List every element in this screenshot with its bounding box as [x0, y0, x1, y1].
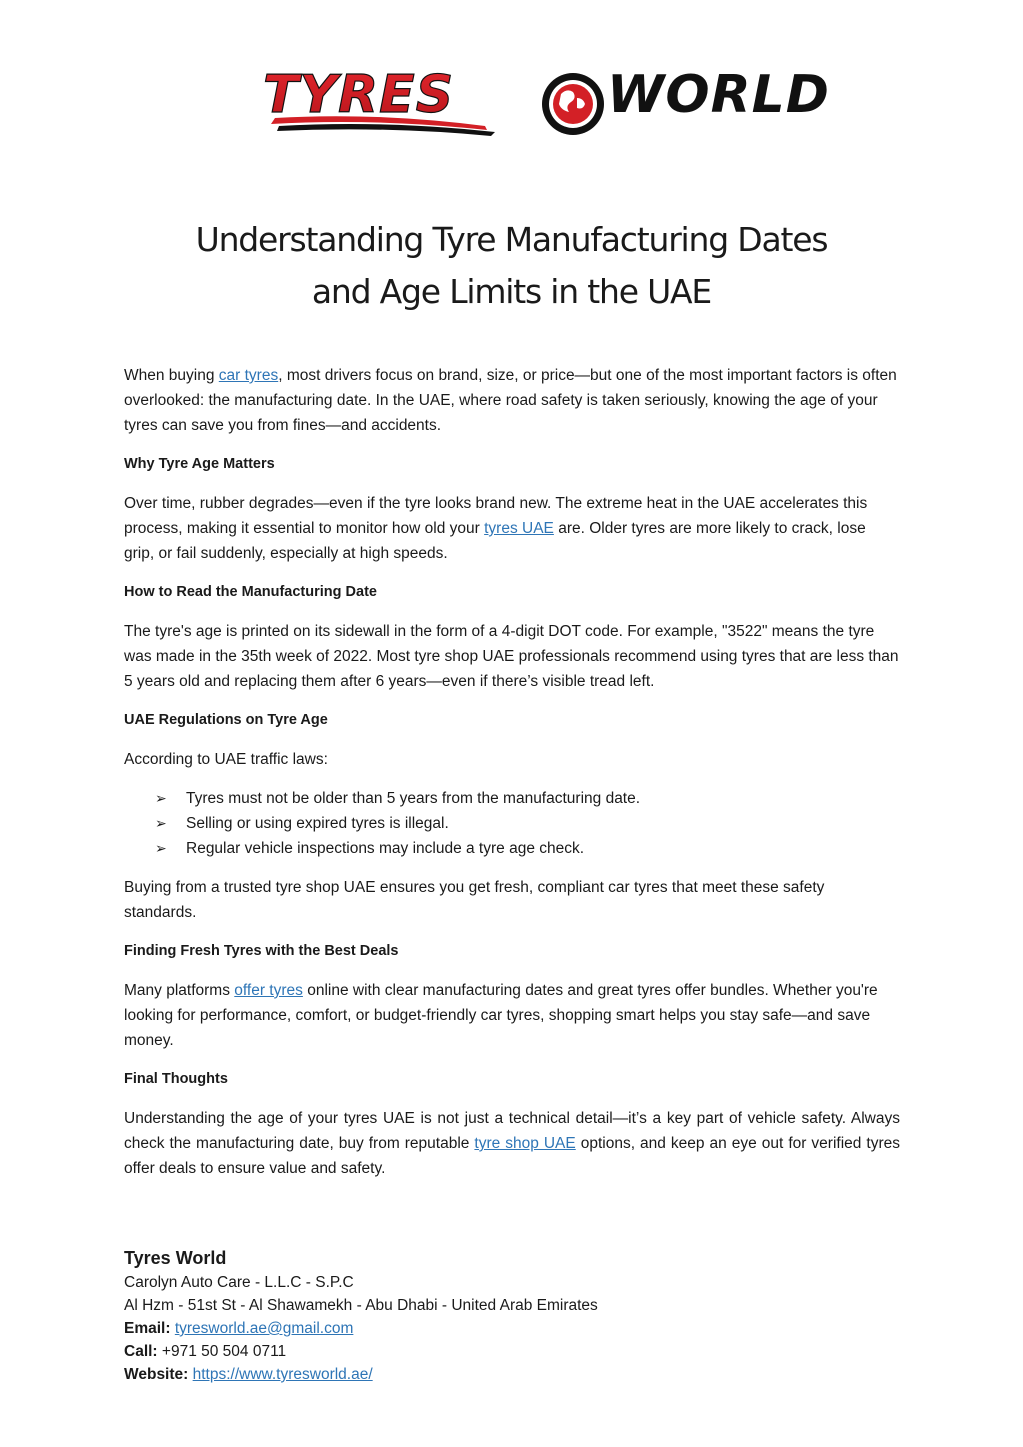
- company-name: Tyres World: [124, 1248, 227, 1268]
- list-item: [155, 836, 900, 861]
- regulations-lead: According to UAE traffic laws:: [124, 751, 328, 768]
- heading-read-date: How to Read the Manufacturing Date: [124, 584, 377, 600]
- phone-row: [124, 1340, 900, 1363]
- car-tyres-link[interactable]: car tyres: [218, 367, 279, 384]
- title-line-1: Understanding Tyre Manufacturing Dates: [195, 220, 828, 259]
- list-item-text: Regular vehicle inspections may include a tyre age check.: [186, 840, 585, 857]
- contact-footer: [124, 1245, 900, 1386]
- website-row: [124, 1363, 900, 1386]
- heading-final-thoughts: Final Thoughts: [124, 1071, 228, 1087]
- list-item-text: Selling or using expired tyres is illegal.: [186, 815, 449, 832]
- website-label: Website:: [124, 1366, 189, 1383]
- intro-text-start: When buying: [124, 367, 219, 384]
- logo-graphic: [255, 65, 830, 138]
- heading-why-tyre-age: Why Tyre Age Matters: [124, 456, 275, 472]
- arrow-bullet-icon: ➢: [155, 840, 167, 856]
- why-text-end: are. Older tyres are more likely to crack, lose grip, or fail suddenly, especially at high speeds.: [124, 520, 866, 562]
- tyre-shop-uae-link[interactable]: tyre shop UAE: [474, 1135, 576, 1152]
- final-paragraph: [124, 1106, 900, 1181]
- offer-tyres-link[interactable]: offer tyres: [234, 982, 303, 999]
- list-item: [155, 811, 900, 836]
- read-paragraph: The tyre's age is printed on its sidewall in the form of a 4-digit DOT code. For example, "3522" means the tyre was made in the 35th week of 2022. Most tyre shop UAE professionals recommend using tyres that are less than 5 years old and replacing them after 6 years—even if there’s visible tread left.: [124, 623, 899, 690]
- tyresworld-logo: [255, 65, 830, 138]
- email-row: [124, 1317, 900, 1340]
- final-text-end: options, and keep an eye out for verified tyres offer deals to ensure value and safety.: [124, 1135, 900, 1177]
- logo-tyre-globe-icon: [542, 73, 604, 135]
- list-item: [155, 786, 900, 811]
- logo-text-left: TYRES: [263, 65, 455, 125]
- regulations-closing: Buying from a trusted tyre shop UAE ensures you get fresh, compliant car tyres that meet these safety standards.: [124, 879, 825, 921]
- legal-name: Carolyn Auto Care - L.L.C - S.P.C: [124, 1274, 354, 1291]
- phone-number: +971 50 504 0711: [161, 1343, 287, 1360]
- intro-paragraph: [124, 363, 900, 438]
- email-label: Email:: [124, 1320, 171, 1337]
- heading-fresh-tyres: Finding Fresh Tyres with the Best Deals: [124, 943, 399, 959]
- call-label: Call:: [124, 1343, 158, 1360]
- tyres-uae-link[interactable]: tyres UAE: [484, 520, 554, 537]
- deals-text-end: online with clear manufacturing dates and great tyres offer bundles. Whether you're looking for performance, comfort, or budget-friendly car tyres, shopping smart helps you stay safe—and save money.: [124, 982, 878, 1049]
- logo-text-right: WORLD: [607, 65, 830, 125]
- article-body: [124, 363, 900, 1195]
- arrow-bullet-icon: ➢: [155, 815, 167, 831]
- final-text-start: Understanding the age of your tyres UAE is not just a technical detail—it’s a key part of vehicle safety. Always check the manufacturing date, buy from reputable: [124, 1110, 900, 1152]
- deals-text-start: Many platforms: [124, 982, 235, 999]
- why-paragraph: [124, 491, 900, 566]
- page-title: [80, 214, 943, 318]
- why-text-start: Over time, rubber degrades—even if the tyre looks brand new. The extreme heat in the UAE accelerates this process, making it essential to monitor how old your: [124, 495, 868, 537]
- address: Al Hzm - 51st St - Al Shawamekh - Abu Dhabi - United Arab Emirates: [124, 1297, 598, 1314]
- list-item-text: Tyres must not be older than 5 years from the manufacturing date.: [186, 790, 641, 807]
- regulations-list: [124, 786, 900, 861]
- intro-text-end: , most drivers focus on brand, size, or price—but one of the most important factors is often overlooked: the manufacturing date. In the UAE, where road safety is taken seriously, knowing the age of your tyres can save you from fines—and accidents.: [124, 367, 897, 434]
- arrow-bullet-icon: ➢: [155, 790, 167, 806]
- heading-uae-regulations: UAE Regulations on Tyre Age: [124, 712, 328, 728]
- title-line-2: and Age Limits in the UAE: [311, 272, 712, 311]
- email-link[interactable]: tyresworld.ae@gmail.com: [174, 1320, 354, 1337]
- website-link[interactable]: https://www.tyresworld.ae/: [192, 1366, 373, 1383]
- deals-paragraph: [124, 978, 900, 1053]
